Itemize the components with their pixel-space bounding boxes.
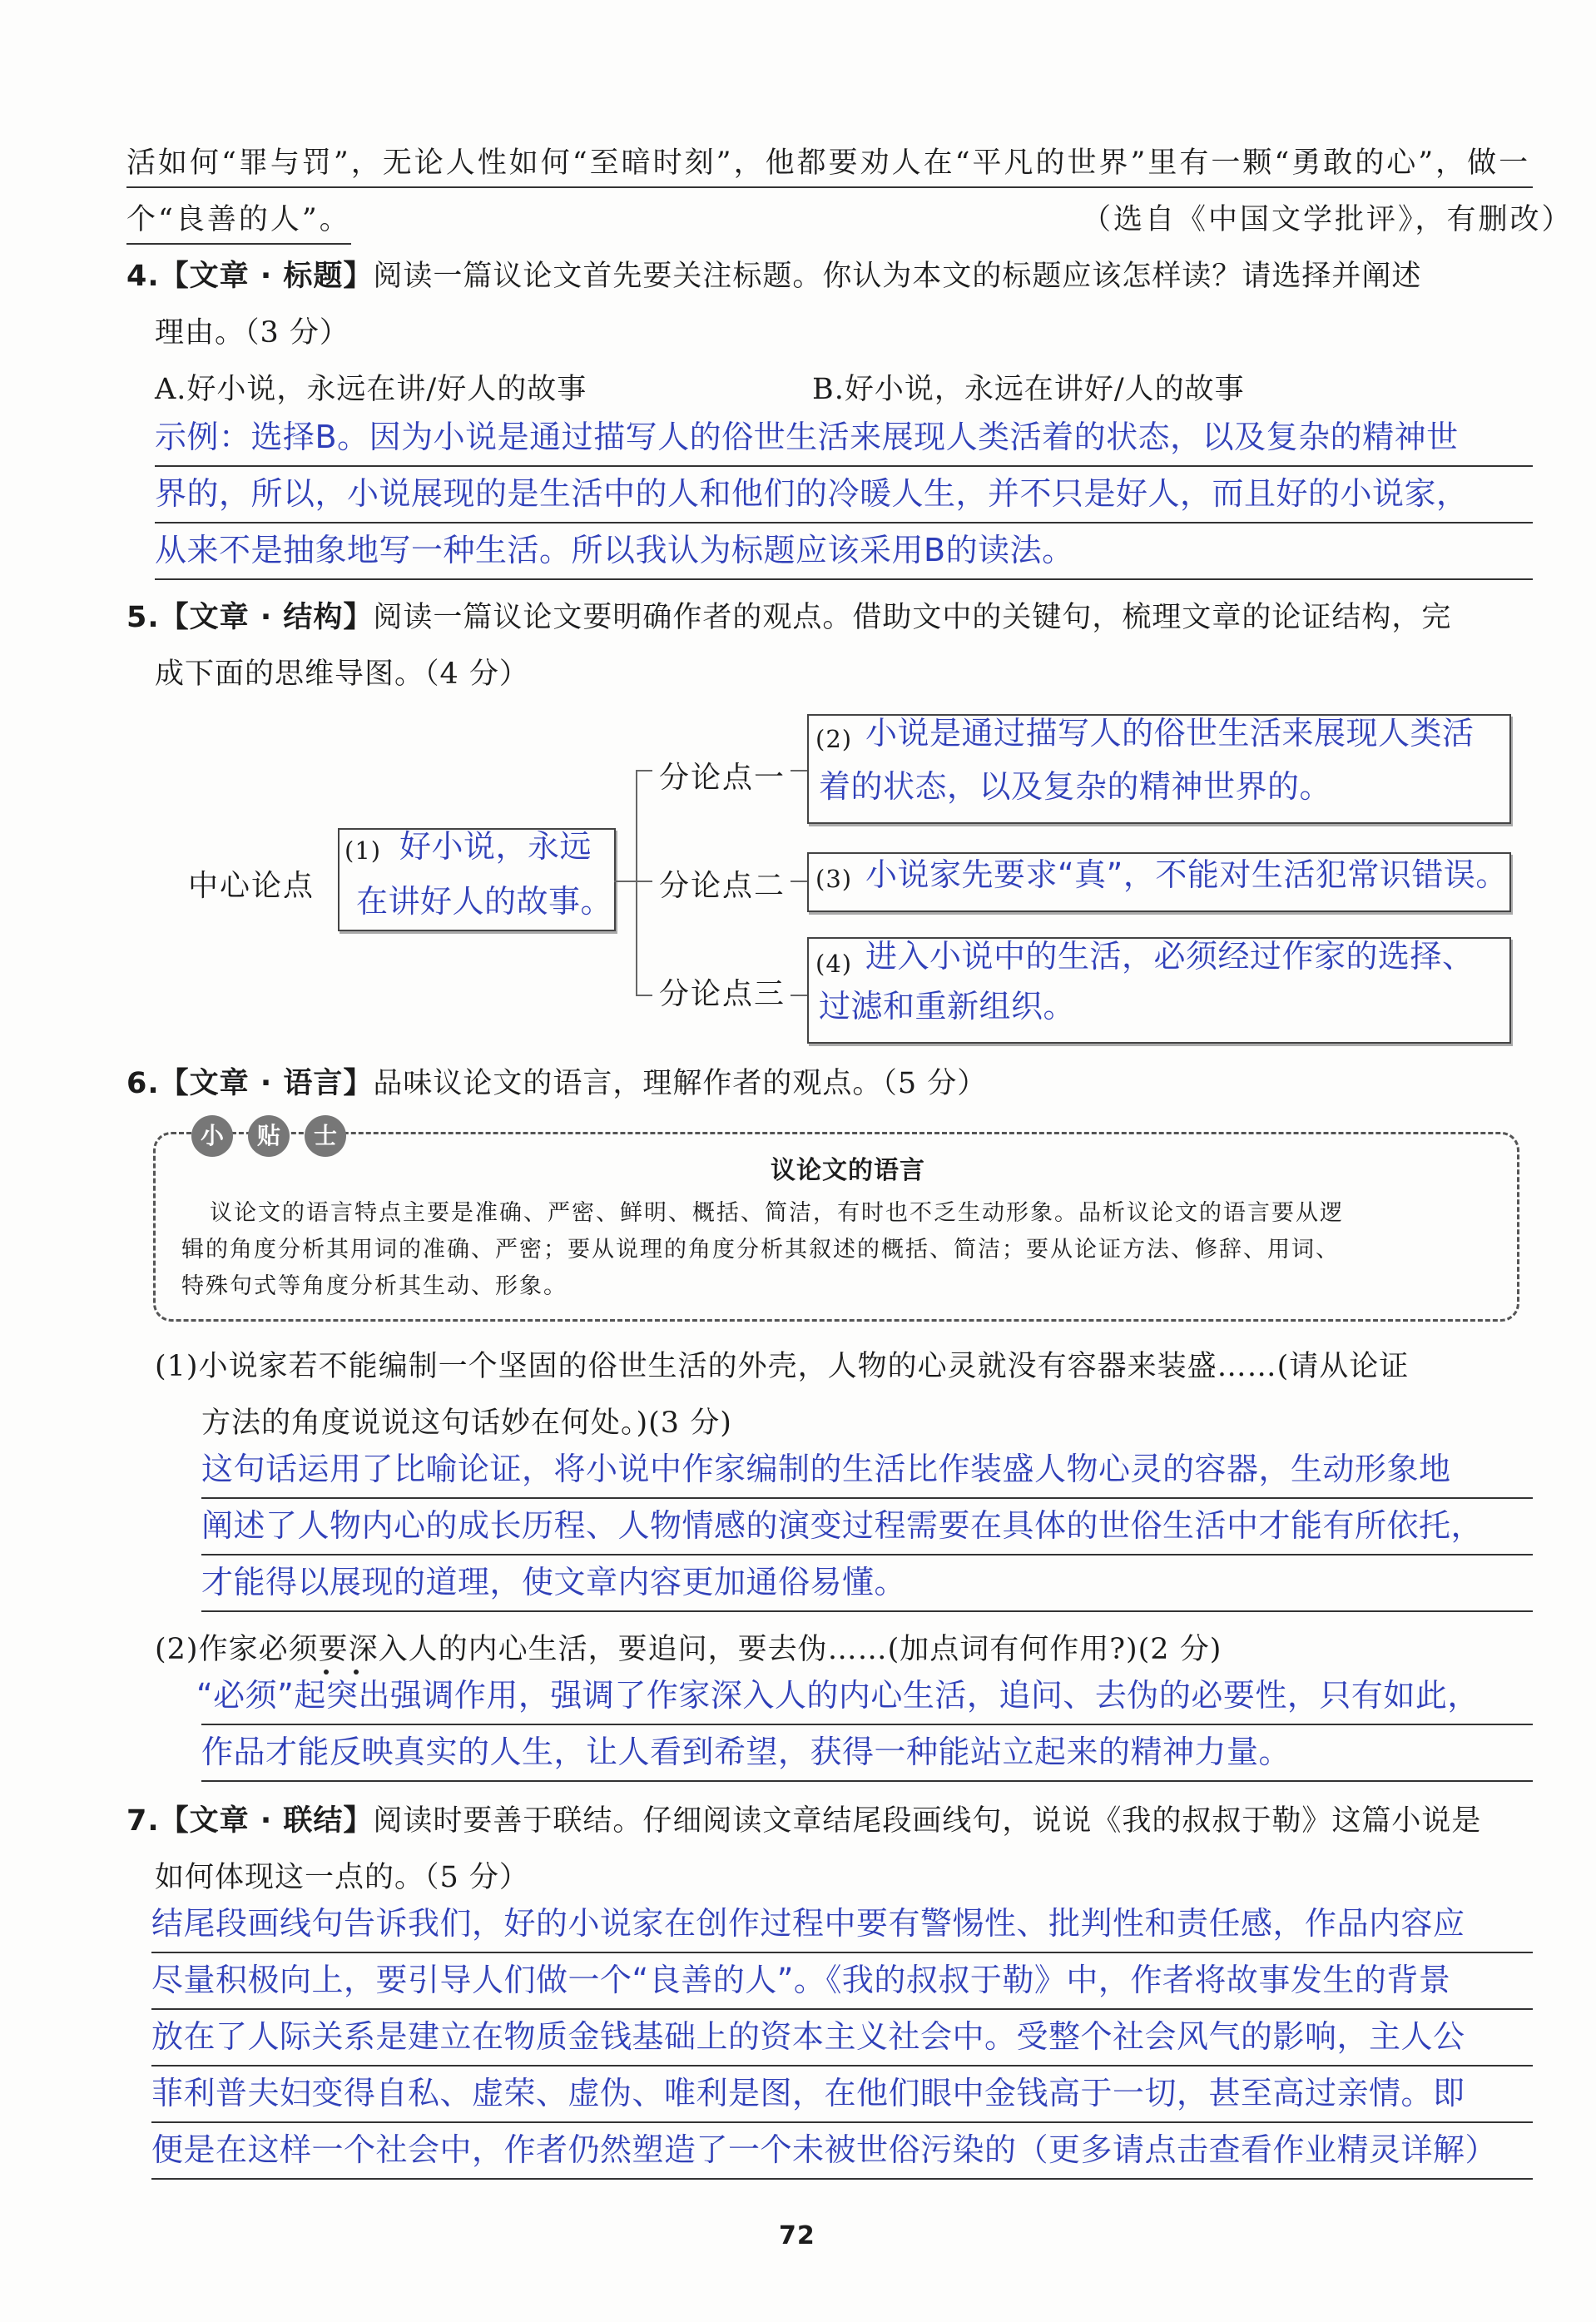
mindmap-link-1 (791, 770, 807, 772)
q4-answer-line-3: 从来不是抽象地写一种生活。所以我认为标题应该采用B的读法。 (155, 532, 1074, 568)
q7-answer-line-5: 便是在这样一个社会中，作者仍然塑造了一个未被世俗污染的（更多请点击查看作业精灵详解） (151, 2131, 1498, 2168)
q5-number: 5. (126, 601, 160, 634)
intro-source: （选自《中国文学批评》，有删改） (1082, 203, 1574, 236)
q4-answer-rule-2 (155, 522, 1533, 523)
mindmap-center-label: 中心论点 (188, 869, 315, 903)
q6-sub1-rule-2 (201, 1554, 1533, 1555)
q6-number: 6. (126, 1067, 160, 1100)
q4-answer-line-1: 示例：选择B。因为小说是通过描写人的俗世生活来展现人类活着的状态，以及复杂的精神世 (155, 419, 1459, 455)
emphasis-dot-2 (354, 1670, 359, 1675)
tip-badge-2: 贴 (248, 1115, 290, 1157)
q5-stem-line-2: 成下面的思维导图。（4 分） (155, 657, 529, 691)
mindmap-bracket-v (636, 770, 637, 995)
mindmap-n3: (3) (815, 865, 853, 893)
mindmap-sub1-label: 分论点一 (659, 761, 786, 795)
mindmap-answer-2-line-2: 着的状态，以及复杂的精神世界的。 (819, 768, 1332, 805)
q4-option-a: A.好小说，永远在讲/好人的故事 (155, 373, 587, 406)
mindmap-answer-2-line-1: 小说是通过描写人的俗世生活来展现人类活 (865, 715, 1475, 752)
tip-line-1: 议论文的语言特点主要是准确、严密、鲜明、概括、简洁，有时也不乏生动形象。品析议论文的语言要从逻 (210, 1200, 1344, 1226)
q6-tag: 【文章 · 语言】 (159, 1067, 374, 1100)
q7-answer-line-1: 结尾段画线句告诉我们，好的小说家在创作过程中要有警惕性、批判性和责任感，作品内容应 (151, 1905, 1465, 1942)
mindmap-answer-1-line-2: 在讲好人的故事。 (356, 883, 613, 920)
q6-sub1-answer-line-3: 才能得以展现的道理，使文章内容更加通俗易懂。 (201, 1564, 907, 1600)
mindmap-sub3-label: 分论点三 (659, 977, 786, 1011)
mindmap-answer-4-line-2: 过滤和重新组织。 (819, 988, 1076, 1025)
intro-underline-1 (126, 186, 1533, 188)
mindmap-n4: (4) (815, 950, 853, 978)
q6-sub1-rule-3 (201, 1610, 1533, 1612)
q4-tag: 【文章 · 标题】 (159, 260, 374, 293)
intro-line-1: 活如何“罪与罚”，无论人性如何“至暗时刻”，他都要劝人在“平凡的世界”里有一颗“勇敢的心”，做一 (126, 146, 1531, 180)
mindmap-answer-1-line-1: 好小说，永远 (399, 828, 592, 865)
mindmap-link-2 (791, 881, 807, 882)
q6-sub2-rule-1 (201, 1724, 1533, 1725)
q6-sub2-answer-line-1: “必须”起突出强调作用，强调了作家深入人的内心生活，追问、去伪的必要性，只有如此， (196, 1677, 1480, 1714)
q6-sub2-answer-line-2: 作品才能反映真实的人生，让人看到希望，获得一种能站立起来的精神力量。 (201, 1734, 1291, 1770)
q4-stem-line-2: 理由。（3 分） (155, 316, 349, 350)
q7-number: 7. (126, 1804, 160, 1838)
emphasis-dot-1 (324, 1670, 329, 1675)
q7-answer-line-2: 尽量积极向上，要引导人们做一个“良善的人”。《我的叔叔于勒》中，作者将故事发生的背景 (151, 1962, 1451, 1998)
q7-answer-rule-2 (151, 2008, 1533, 2010)
q6-sub1-rule-1 (201, 1497, 1533, 1499)
q4-stem-line-1 (126, 260, 1421, 293)
page-number: 72 (779, 2221, 815, 2250)
q4-answer-rule-1 (155, 465, 1533, 467)
q7-answer-rule-5 (151, 2178, 1533, 2180)
q6-sub2-rule-2 (201, 1780, 1533, 1782)
mindmap-bracket-top (636, 770, 652, 772)
mindmap-answer-3: 小说家先要求“真”，不能对生活犯常识错误。 (865, 856, 1508, 893)
q6-sub2-stem: (2)作家必须要深入人的内心生活，要追问，要去伪……(加点词有何作用?)(2 分) (155, 1633, 1222, 1666)
q6-sub1-stem-line-1: (1)小说家若不能编制一个坚固的俗世生活的外壳，人物的心灵就没有容器来装盛……(请从论证 (155, 1350, 1410, 1383)
tip-title: 议论文的语言 (771, 1156, 925, 1185)
q6-sub1-stem-line-2: 方法的角度说说这句话妙在何处。)(3 分) (201, 1407, 732, 1440)
mindmap-link-3 (791, 995, 807, 996)
q6-sub1-answer-line-1: 这句话运用了比喻论证，将小说中作家编制的生活比作装盛人物心灵的容器，生动形象地 (201, 1451, 1451, 1487)
intro-underline-2 (126, 243, 351, 245)
q4-option-b: B.好小说，永远在讲好/人的故事 (812, 373, 1245, 406)
q7-stem-line-2: 如何体现这一点的。（5 分） (155, 1861, 529, 1894)
q5-tag: 【文章 · 结构】 (159, 601, 374, 634)
mindmap-n2: (2) (815, 725, 853, 753)
q4-answer-line-2: 界的，所以，小说展现的是生活中的人和他们的冷暖人生，并不只是好人，而且好的小说家， (155, 475, 1469, 512)
mindmap-answer-4-line-1: 进入小说中的生活，必须经过作家的选择、 (865, 938, 1475, 975)
q6-sub1-answer-line-2: 阐述了人物内心的成长历程、人物情感的演变过程需要在具体的世俗生活中才能有所依托， (201, 1507, 1484, 1544)
mindmap-connector-h (614, 881, 636, 882)
q7-stem: 阅读时要善于联结。仔细阅读文章结尾段画线句，说说《我的叔叔于勒》这篇小说是 (373, 1804, 1482, 1838)
q5-stem-line-1 (126, 601, 1451, 634)
q6-stem: 品味议论文的语言，理解作者的观点。（5 分） (373, 1067, 988, 1100)
mindmap-sub2-label: 分论点二 (659, 869, 786, 903)
tip-line-3: 特殊句式等角度分析其生动、形象。 (181, 1273, 568, 1299)
intro-line-2: 个“良善的人”。 (126, 203, 351, 236)
tip-line-2: 辑的角度分析其用词的准确、严密；要从说理的角度分析其叙述的概括、简洁；要从论证方法、修辞、用词、 (181, 1237, 1340, 1263)
mindmap-bracket-bot (636, 995, 652, 996)
q5-stem: 阅读一篇议论文要明确作者的观点。借助文中的关键句，梳理文章的论证结构，完 (373, 601, 1452, 634)
tip-badge-1: 小 (191, 1115, 233, 1157)
q4-stem: 阅读一篇议论文首先要关注标题。你认为本文的标题应该怎样读？请选择并阐述 (373, 260, 1422, 293)
q4-answer-rule-3 (155, 578, 1533, 580)
q7-tag: 【文章 · 联结】 (159, 1804, 374, 1838)
q7-stem-line-1 (126, 1804, 1481, 1838)
q4-number: 4. (126, 260, 160, 293)
q7-answer-line-4: 菲利普夫妇变得自私、虚荣、虚伪、唯利是图，在他们眼中金钱高于一切，甚至高过亲情。即 (151, 2075, 1465, 2111)
q7-answer-rule-4 (151, 2121, 1533, 2123)
tip-badge-3: 士 (305, 1115, 346, 1157)
q7-answer-rule-1 (151, 1952, 1533, 1953)
mindmap-n1: (1) (344, 836, 382, 865)
mindmap-bracket-mid (636, 881, 652, 882)
q7-answer-rule-3 (151, 2065, 1533, 2066)
q7-answer-line-3: 放在了人际关系是建立在物质金钱基础上的资本主义社会中。受整个社会风气的影响，主人公 (151, 2018, 1465, 2055)
q6-stem-line (126, 1067, 987, 1100)
